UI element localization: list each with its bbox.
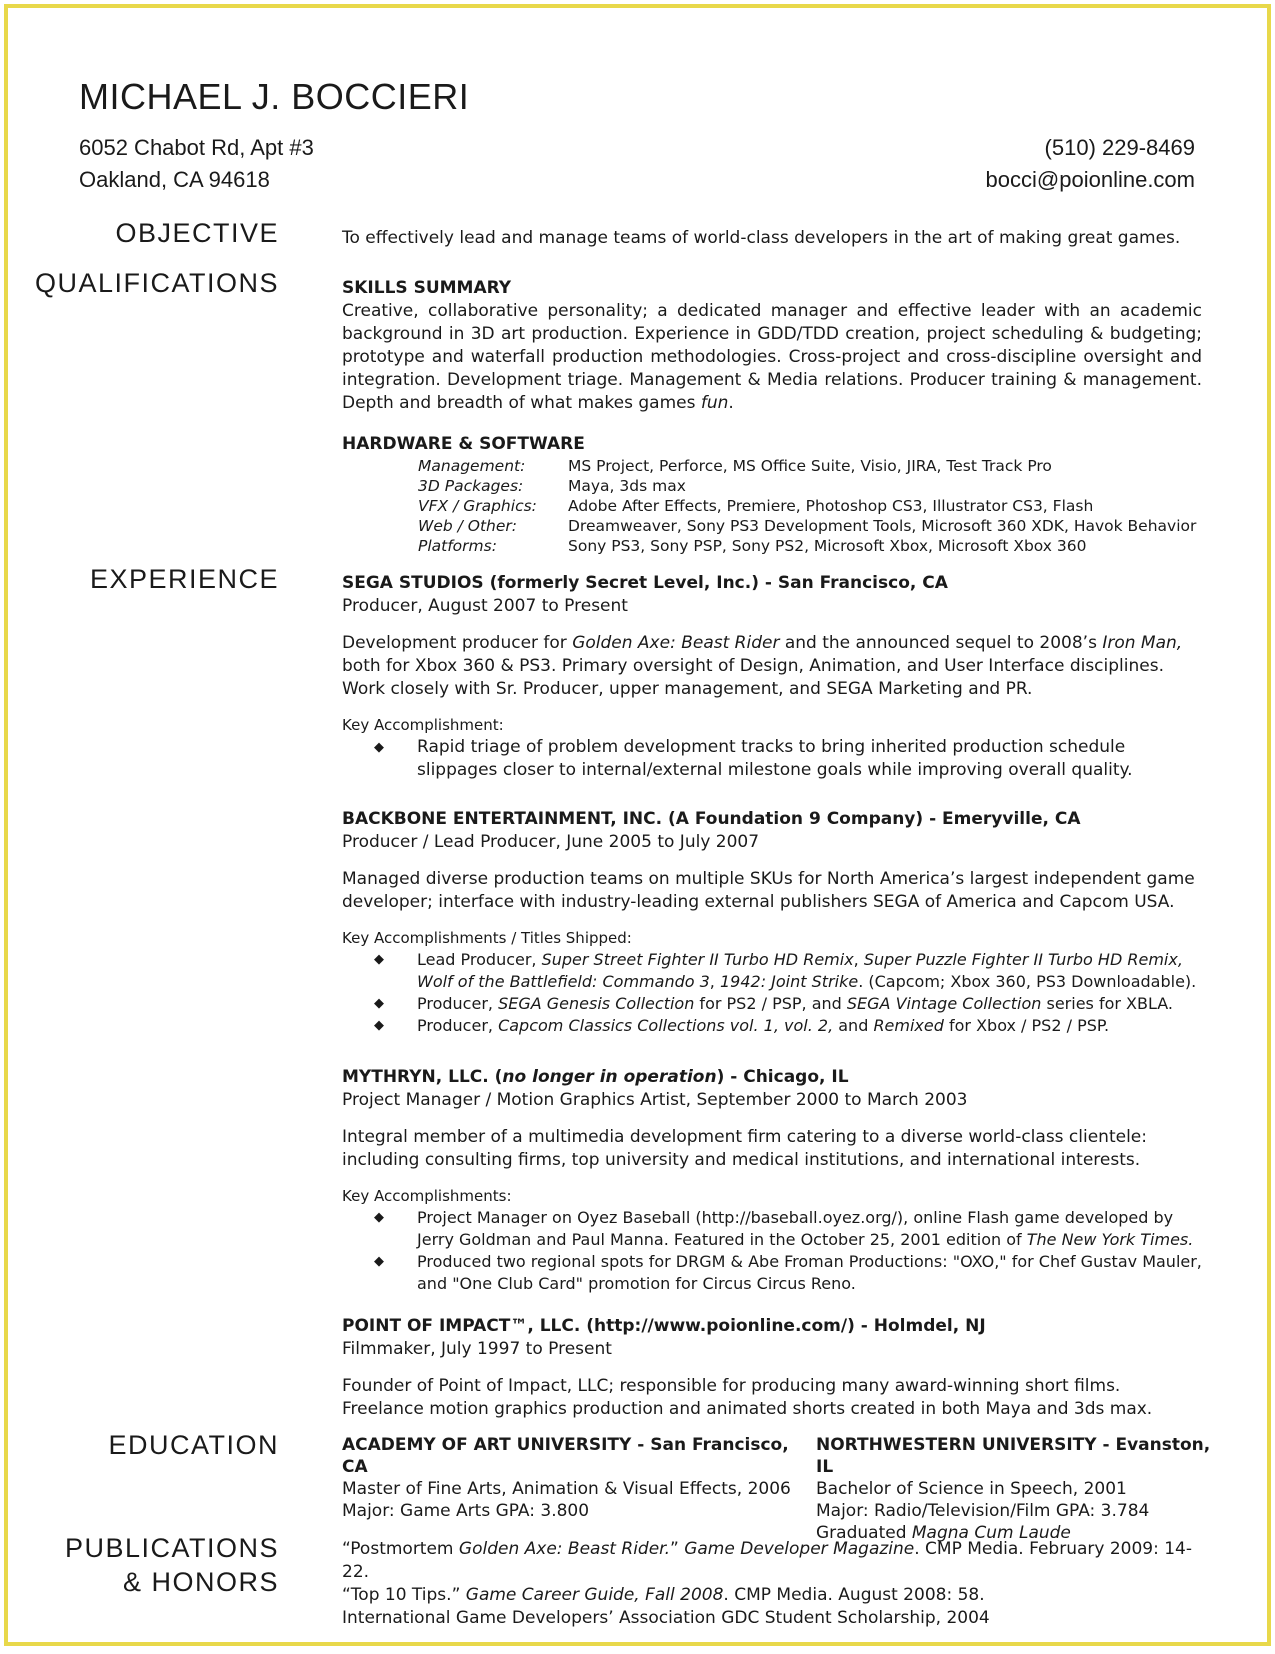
resume-page [4, 4, 1271, 1646]
hw-label: 3D Packages: [418, 477, 524, 495]
key-accomplishment-label: Key Accomplishments / Titles Shipped: [342, 929, 632, 947]
job-description: Managed diverse production teams on multiple SKUs for North America’s largest independent game developer; interface with industry-leading external publishers SEGA of America and Capcom USA. [342, 869, 1195, 912]
honor-item: International Game Developers’ Association GDC Student Scholarship, 2004 [342, 1608, 990, 1628]
job-company: SEGA STUDIOS (formerly Secret Level, Inc.) - San Francisco, CA [342, 573, 948, 593]
skills-text: Creative, collaborative personality; a dedicated manager and effective leader with an academic background in 3D art production. Experience in GDD/TDD creation, project scheduling & budgeting; prototype and waterfall production methodologies. Cross-project and cross-discipline oversight and integration. Development triage. Management & Media relations. Producer training & management. Depth and breadth of what makes games fun. [342, 301, 1202, 413]
heading-experience: EXPERIENCE [89, 564, 279, 594]
hw-value: Dreamweaver, Sony PS3 Development Tools, Microsoft 360 XDK, Havok Behavior [568, 517, 1197, 535]
address-line-1: 6052 Chabot Rd, Apt #3 [79, 135, 314, 160]
major-gpa: Major: Radio/Television/Film GPA: 3.784 [816, 1501, 1150, 1521]
hw-value: Adobe After Effects, Premiere, Photoshop CS3, Illustrator CS3, Flash [568, 497, 1094, 515]
list-item: ◆ Producer, Capcom Classics Collections vol. 1, vol. 2, and Remixed for Xbox / PS2 / PSP. [342, 1015, 1202, 1037]
job-description: Founder of Point of Impact, LLC; responsible for producing many award-winning short films. Freelance motion graphics production and animated shorts created in both Maya and 3ds max. [342, 1376, 1153, 1419]
education-academy-of-art [342, 1434, 802, 1522]
hw-label: Web / Other: [418, 517, 518, 535]
hw-label: Platforms: [418, 537, 497, 555]
address-line-2: Oakland, CA 94618 [79, 167, 270, 192]
job-point-of-impact [342, 1315, 1202, 1421]
job-description: Development producer for Golden Axe: Beast Rider and the announced sequel to 2008’s Iron Man, both for Xbox 360 & PS3. Primary oversight of Design, Animation, and User Interface disciplines. Work closely with Sr. Producer, upper management, and SEGA Marketing and PR. [342, 633, 1183, 699]
degree: Master of Fine Arts, Animation & Visual Effects, 2006 [342, 1479, 791, 1499]
heading-education: EDUCATION [108, 1430, 279, 1460]
heading-objective: OBJECTIVE [115, 218, 279, 248]
hw-value: Sony PS3, Sony PSP, Sony PS2, Microsoft Xbox, Microsoft Xbox 360 [568, 537, 1087, 555]
key-accomplishment-label: Key Accomplishments: [342, 1187, 512, 1205]
list-item: ◆ Project Manager on Oyez Baseball (http://baseball.oyez.org/), online Flash game developed by Jerry Goldman and Paul Manna. Featured in the October 25, 2001 edition of The New York Times. [342, 1207, 1202, 1251]
hw-label: Management: [418, 457, 526, 475]
list-item: ◆ Produced two regional spots for DRGM & Abe Froman Productions: "OXO," for Chef Gustav Mauler, and "One Club Card" promotion for Circus Circus Reno. [342, 1251, 1202, 1295]
phone-number: (510) 229-8469 [1044, 135, 1195, 160]
job-sega [342, 572, 1202, 782]
school-name: NORTHWESTERN UNIVERSITY - Evanston, IL [816, 1435, 1211, 1477]
hw-value: Maya, 3ds max [568, 477, 686, 495]
contact-block [986, 132, 1195, 196]
publications-list [342, 1538, 1202, 1630]
hw-label: VFX / Graphics: [418, 497, 537, 515]
heading-publications-line2: & HONORS [122, 1567, 279, 1597]
list-item: ◆ Producer, SEGA Genesis Collection for PS2 / PSP, and SEGA Vintage Collection series for XBLA. [342, 993, 1202, 1015]
key-accomplishment-label: Key Accomplishment: [342, 716, 504, 734]
job-company: POINT OF IMPACT™, LLC. (http://www.poionline.com/) - Holmdel, NJ [342, 1316, 986, 1336]
email-address: bocci@poionline.com [985, 167, 1195, 192]
job-role: Producer / Lead Producer, June 2005 to July 2007 [342, 832, 760, 852]
job-company: BACKBONE ENTERTAINMENT, INC. (A Foundation 9 Company) - Emeryville, CA [342, 809, 1081, 829]
heading-qualifications: QUALIFICATIONS [34, 268, 279, 298]
job-role: Filmmaker, July 1997 to Present [342, 1339, 612, 1359]
accomplishment-list [342, 949, 1202, 1037]
education-northwestern [816, 1434, 1216, 1544]
hardware-software [342, 433, 1202, 556]
honors: Graduated Magna Cum Laude [816, 1523, 1071, 1543]
major-gpa: Major: Game Arts GPA: 3.800 [342, 1501, 590, 1521]
list-item: ◆ Rapid triage of problem development tracks to bring inherited production schedule slippages closer to internal/external milestone goals while improving overall quality. [342, 736, 1202, 782]
list-item: ◆ Lead Producer, Super Street Fighter II Turbo HD Remix, Super Puzzle Fighter II Turbo HD Remix, Wolf of the Battlefield: Commando 3, 1942: Joint Strike. (Capcom; Xbox 360, PS3 Downloadable). [342, 949, 1202, 993]
accomplishment-list [342, 1207, 1202, 1295]
publication-item: “Postmortem Golden Axe: Beast Rider.” Game Developer Magazine. CMP Media. February 2009: 14-22. [342, 1539, 1193, 1582]
accomplishment-list [342, 736, 1202, 782]
candidate-name: MICHAEL J. BOCCIERI [79, 76, 470, 117]
skills-summary [342, 277, 1202, 415]
school-name: ACADEMY OF ART UNIVERSITY - San Francisco, CA [342, 1435, 789, 1477]
hardware-title: HARDWARE & SOFTWARE [342, 434, 585, 454]
degree: Bachelor of Science in Speech, 2001 [816, 1479, 1127, 1499]
job-role: Project Manager / Motion Graphics Artist, September 2000 to March 2003 [342, 1090, 968, 1110]
skills-title: SKILLS SUMMARY [342, 278, 512, 298]
heading-publications [65, 1531, 279, 1599]
objective-text: To effectively lead and manage teams of world-class developers in the art of making great games. [342, 228, 1181, 248]
job-mythryn [342, 1066, 1202, 1295]
heading-publications-line1: PUBLICATIONS [64, 1533, 279, 1563]
job-role: Producer, August 2007 to Present [342, 596, 628, 616]
job-company: MYTHRYN, LLC. (no longer in operation) - Chicago, IL [342, 1067, 849, 1087]
hardware-list [418, 456, 1202, 556]
job-backbone [342, 808, 1202, 1037]
hw-value: MS Project, Perforce, MS Office Suite, Visio, JIRA, Test Track Pro [568, 457, 1052, 475]
job-description: Integral member of a multimedia development firm catering to a diverse world-class clientele: including consulting firms, top university and medical institutions, and international interests. [342, 1127, 1147, 1170]
address-block [79, 132, 314, 196]
publication-item: “Top 10 Tips.” Game Career Guide, Fall 2008. CMP Media. August 2008: 58. [342, 1585, 985, 1605]
